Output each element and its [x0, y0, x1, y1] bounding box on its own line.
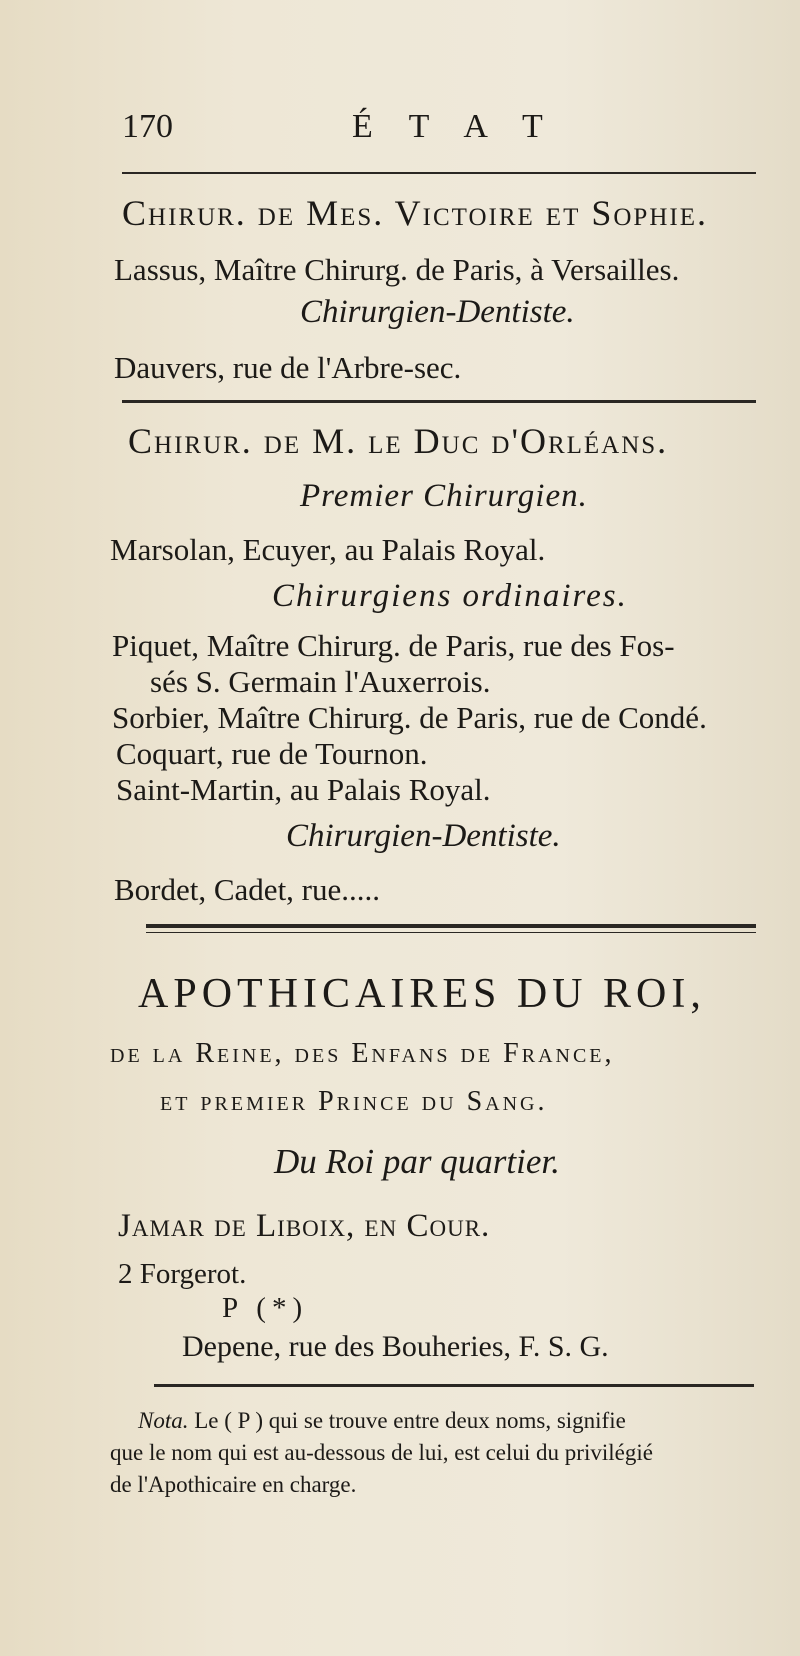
- section2-line6: Bordet, Cadet, rue.....: [114, 872, 381, 907]
- section3-heading: APOTHICAIRES DU ROI,: [138, 971, 706, 1017]
- section2-sub2: Chirurgiens ordinaires.: [272, 578, 628, 614]
- section2-line2a: Piquet, Maître Chirurg. de Paris, rue des Fos-: [112, 628, 675, 663]
- section3-line4: Depene, rue des Bouheries, F. S. G.: [182, 1330, 609, 1363]
- section2-line1: Marsolan, Ecuyer, au Palais Royal.: [110, 532, 546, 567]
- note-rule: [154, 1384, 754, 1387]
- section3-line1: Jamar de Liboix, en Cour.: [118, 1208, 491, 1244]
- section1-heading: Chirur. de Mes. Victoire et Sophie.: [122, 193, 708, 233]
- note-line2: que le nom qui est au-dessous de lui, est celui du privilégié: [110, 1440, 653, 1465]
- page-number: 170: [122, 108, 173, 145]
- header-rule: [122, 172, 756, 174]
- section1-line1: Lassus, Maître Chirurg. de Paris, à Versailles.: [114, 252, 680, 287]
- section3-sub-a: de la Reine, des Enfans de France,: [110, 1038, 615, 1069]
- note-line3: de l'Apothicaire en charge.: [110, 1472, 357, 1497]
- note-line1: [138, 1408, 626, 1434]
- section3-italic: Du Roi par quartier.: [274, 1142, 560, 1181]
- section3-sub-b: et premier Prince du Sang.: [160, 1086, 548, 1117]
- section2-rule: [146, 924, 756, 933]
- section2-line5: Saint-Martin, au Palais Royal.: [116, 772, 491, 807]
- section2-line4: Coquart, rue de Tournon.: [116, 736, 428, 771]
- section1-rule: [122, 400, 756, 403]
- section2-sub3: Chirurgien-Dentiste.: [286, 818, 561, 854]
- running-title: É T A T: [352, 108, 557, 145]
- section1-subheading: Chirurgien-Dentiste.: [300, 294, 575, 330]
- section2-line3: Sorbier, Maître Chirurg. de Paris, rue de Condé.: [112, 700, 707, 735]
- note-text1: Le ( P ) qui se trouve entre deux noms, signifie: [194, 1408, 626, 1433]
- section3-line2: 2 Forgerot.: [118, 1258, 247, 1290]
- section2-sub1: Premier Chirurgien.: [300, 478, 588, 514]
- note-label: Nota.: [138, 1408, 189, 1433]
- section1-line2: Dauvers, rue de l'Arbre-sec.: [114, 350, 462, 385]
- section3-line3: P (*): [222, 1292, 309, 1324]
- section2-line2b: sés S. Germain l'Auxerrois.: [150, 664, 491, 699]
- section2-heading: Chirur. de M. le Duc d'Orléans.: [128, 421, 669, 461]
